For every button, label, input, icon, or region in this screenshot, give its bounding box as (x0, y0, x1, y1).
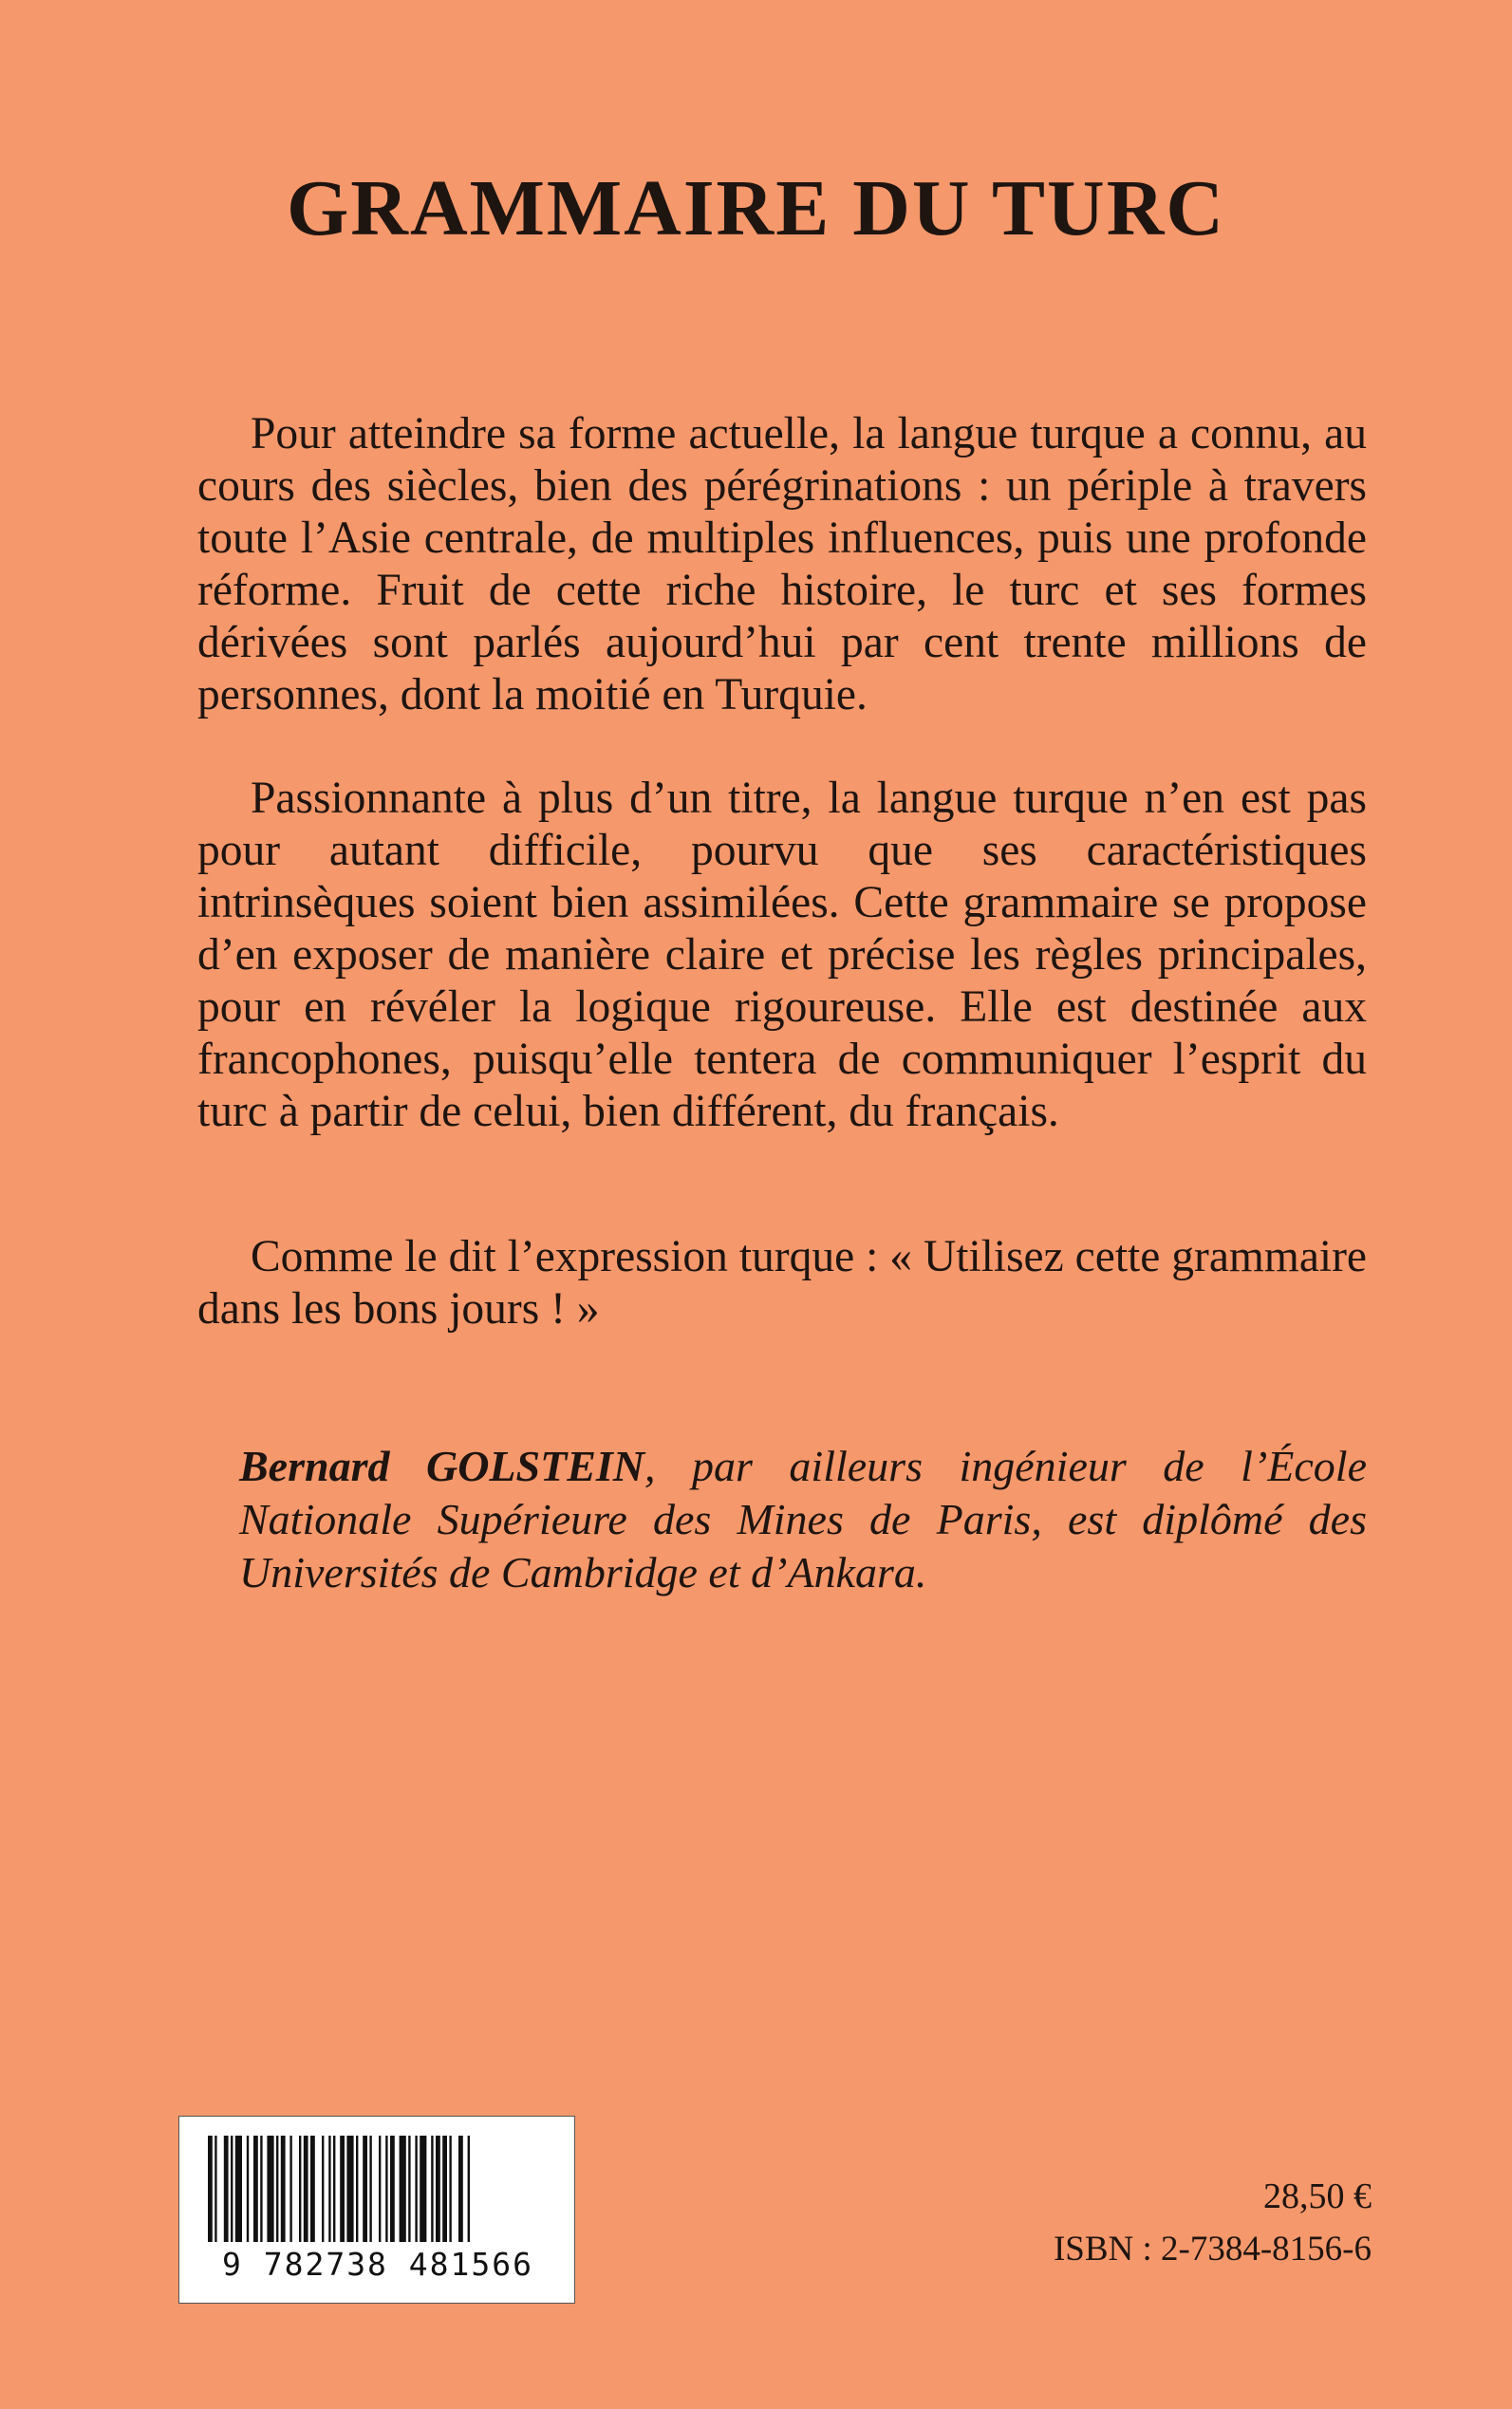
barcode-bar (415, 2136, 417, 2242)
author-bio (239, 1440, 1367, 1599)
barcode-bar (400, 2136, 406, 2242)
barcode (178, 2116, 575, 2304)
barcode-bar (468, 2136, 470, 2242)
barcode-bar (408, 2136, 410, 2242)
barcode-bar (281, 2136, 286, 2242)
barcode-digits: 9 782738 481566 (221, 2246, 533, 2283)
barcode-bar (235, 2136, 242, 2242)
barcode-bar (299, 2136, 301, 2242)
barcode-bar (379, 2136, 381, 2242)
barcode-bar (253, 2136, 258, 2242)
barcode-bar (385, 2136, 387, 2242)
barcode-bar (420, 2136, 426, 2242)
barcode-bar (208, 2136, 213, 2242)
barcode-bar (346, 2136, 353, 2242)
book-title: GRAMMAIRE DU TURC (286, 164, 1226, 252)
barcode-bar (328, 2136, 330, 2242)
barcode-bar (289, 2136, 291, 2242)
barcode-bar (267, 2136, 273, 2242)
description-paragraph-1-text: Pour atteindre sa forme actuelle, la langue turque a connu, au cours des siècles, bien des pérégrinations : un périple à travers toute l’Asie centrale, de multiples influences, puis une profonde réforme. Fruit de cette riche histoire, le turc et ses formes dérivées sont parlés aujourd’hui par cent trente millions de personnes, dont la moitié en Turquie. (197, 409, 1367, 719)
closing-quote-text: Comme le dit l’expression turque : « Utilisez cette grammaire dans les bons jours ! » (197, 1232, 1367, 1334)
barcode-bar (310, 2136, 315, 2242)
barcode-bar (231, 2136, 233, 2242)
barcode-bar (431, 2136, 433, 2242)
barcode-bar (215, 2136, 216, 2242)
barcode-bar (449, 2136, 451, 2242)
barcode-bar (276, 2136, 278, 2242)
barcode-bar (390, 2136, 395, 2242)
description-paragraph-2 (197, 773, 1367, 1138)
barcode-bar (458, 2136, 463, 2242)
barcode-bar (322, 2136, 324, 2242)
barcode-bar (260, 2136, 262, 2242)
barcode-bar (356, 2136, 358, 2242)
barcode-bar (436, 2136, 440, 2242)
author-name: Bernard GOLSTEIN (239, 1442, 645, 1490)
barcode-bar (442, 2136, 447, 2242)
barcode-bar (247, 2136, 249, 2242)
description-paragraph-1 (197, 408, 1367, 721)
author-bio-text: , par ailleurs ingénieur de l’École Nationale Supérieure des Mines de Paris, est diplômé des Universités de Cambridge et d’Ankara. (239, 1442, 1367, 1597)
barcode-bar (224, 2136, 229, 2242)
barcode-bar (340, 2136, 345, 2242)
barcode-bar (369, 2136, 371, 2242)
barcode-bar (304, 2136, 308, 2242)
barcode-bar (333, 2136, 335, 2242)
price: 28,50 € (1263, 2176, 1372, 2216)
closing-quote-paragraph (197, 1231, 1367, 1335)
barcode-bar (363, 2136, 367, 2242)
isbn: ISBN : 2-7384-8156-6 (1053, 2230, 1372, 2269)
description-paragraph-2-text: Passionnante à plus d’un titre, la langue turque n’en est pas pour autant difficile, pourvu que ses caractéristiques intrinsèques soient bien assimilées. Cette grammaire se propose d’en exposer de manière claire et précise les règles principales, pour en révéler la logique rigoureuse. Elle est destinée aux francophones, puisqu’elle tentera de communiquer l’esprit du turc à partir de celui, bien différent, du français. (197, 774, 1367, 1136)
